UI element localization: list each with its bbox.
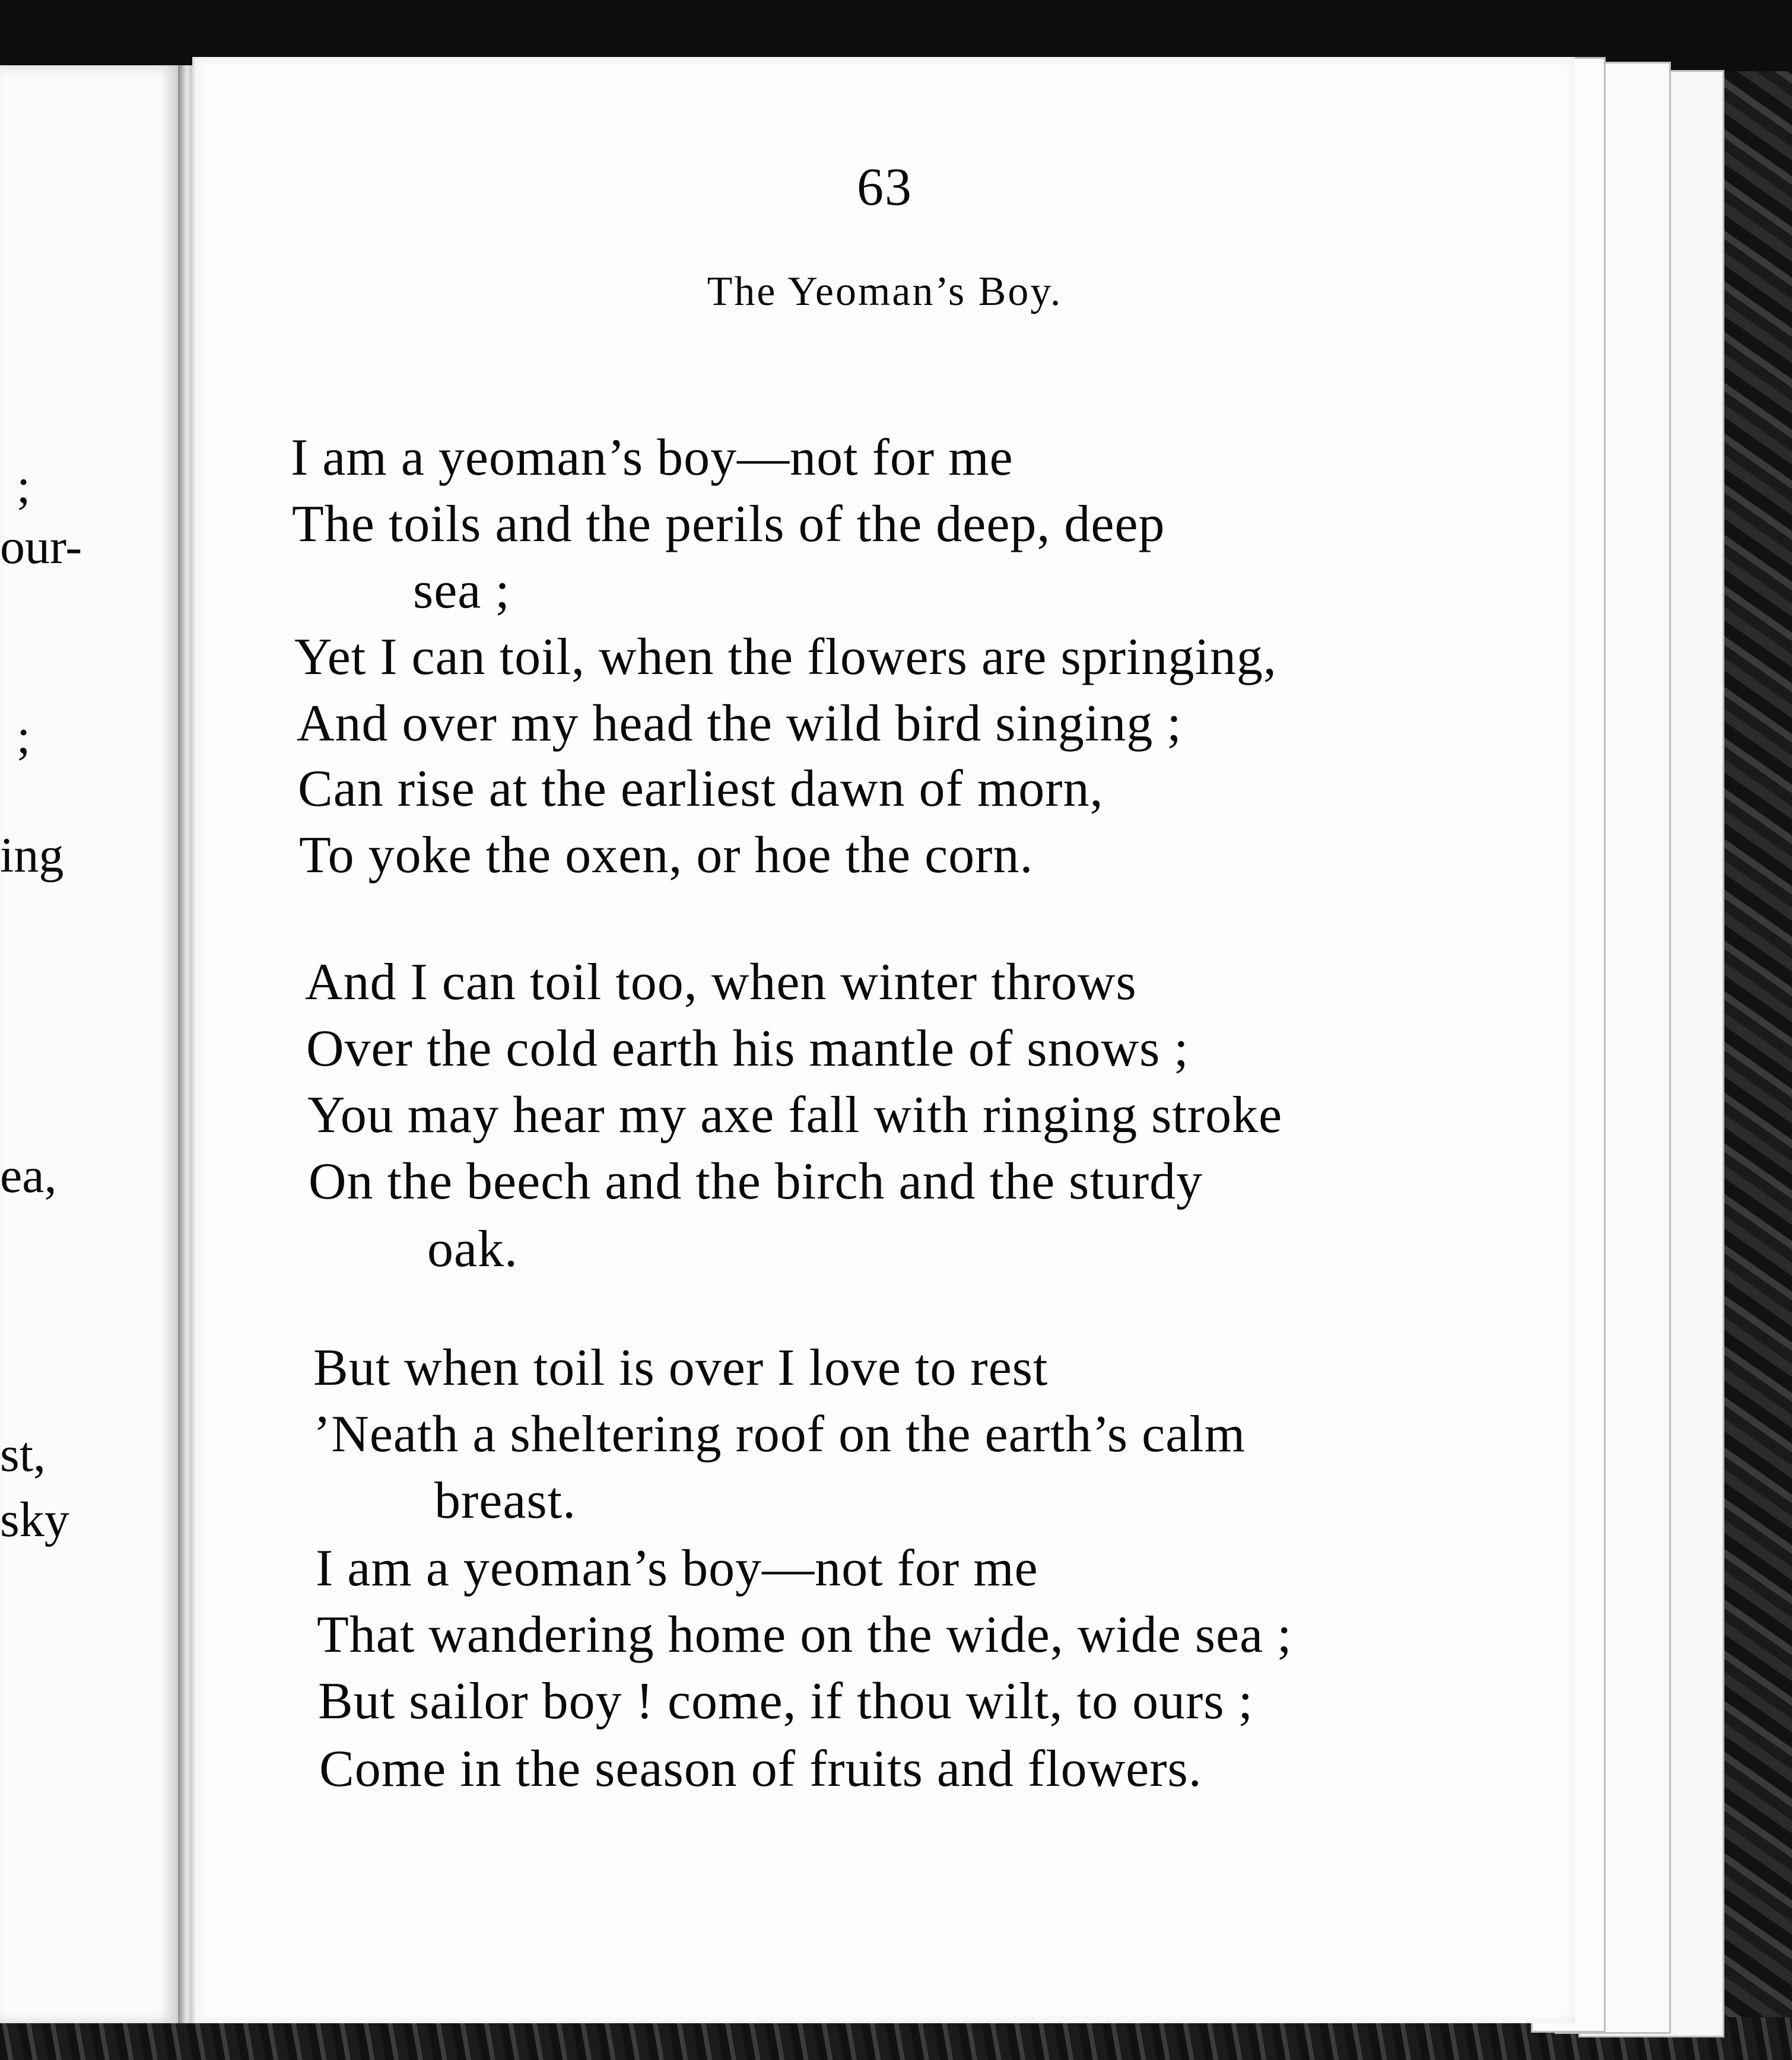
poem-line: And I can toil too, when winter throws	[305, 953, 1137, 1011]
poem-line: I am a yeoman’s boy—not for me	[316, 1540, 1038, 1597]
poem-line: The toils and the perils of the deep, deep	[292, 495, 1165, 553]
book-cover-bottom-edge	[0, 2017, 1792, 2060]
poem-line: I am a yeoman’s boy—not for me	[291, 429, 1013, 487]
poem-line: But when toil is over I love to rest	[313, 1339, 1048, 1397]
poem-line: breast.	[434, 1472, 577, 1530]
page-number: 63	[857, 158, 913, 217]
poem-line: And over my head the wild bird singing ;	[297, 695, 1182, 752]
poem-line: Over the cold earth his mantle of snows ;	[306, 1020, 1189, 1077]
poem-title: The Yeoman’s Boy.	[707, 269, 1063, 314]
poem-line: But sailor boy ! come, if thou wilt, to ours ;	[318, 1673, 1254, 1730]
poem-line: To yoke the oxen, or hoe the corn.	[299, 826, 1034, 884]
poem-line: That wandering home on the wide, wide sea ;	[317, 1606, 1292, 1664]
left-facing-page	[0, 65, 182, 2023]
left-page-fragment: sky	[0, 1492, 69, 1547]
left-page-fragment: st,	[0, 1427, 46, 1482]
poem-line: oak.	[427, 1220, 519, 1278]
left-page-fragment: ing	[0, 828, 64, 883]
left-page-fragment: ea,	[0, 1148, 57, 1203]
poem-line: Can rise at the earliest dawn of morn,	[298, 760, 1104, 818]
poem-line: On the beech and the birch and the sturdy	[309, 1153, 1203, 1210]
poem-line: You may hear my axe fall with ringing stroke	[307, 1086, 1283, 1144]
poem-line: Come in the season of fruits and flowers.	[319, 1740, 1202, 1798]
book-spine-gutter	[178, 65, 192, 2023]
poem-line: Yet I can toil, when the flowers are springing,	[294, 628, 1277, 686]
left-page-fragment: our-	[0, 519, 82, 574]
main-page	[192, 57, 1575, 2023]
left-page-fragment: ;	[17, 709, 31, 764]
poem-line: sea ;	[413, 562, 510, 619]
poem-line: ’Neath a sheltering roof on the earth’s calm	[313, 1406, 1246, 1463]
left-page-fragment: ;	[17, 459, 31, 514]
